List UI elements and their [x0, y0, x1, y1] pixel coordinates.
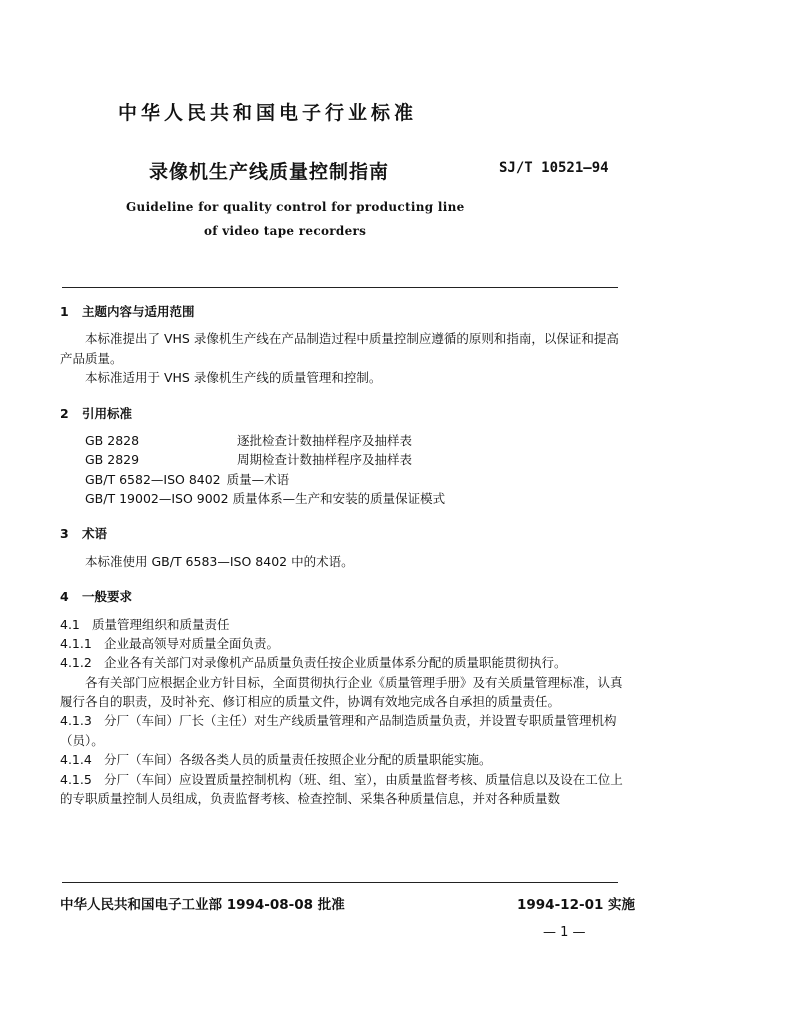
clause-text: 质量管理组织和质量责任 [92, 616, 230, 632]
section-title: 主题内容与适用范围 [82, 304, 195, 319]
clause-number: 4.1.1 [60, 635, 92, 651]
implementation-date: 1994-12-01 实施 [517, 897, 636, 913]
section-1-heading [60, 302, 625, 321]
section-4-heading [60, 587, 625, 606]
section-title: 术语 [82, 526, 108, 542]
header-divider [62, 287, 618, 288]
clause-4-1-4 [60, 750, 625, 769]
clause-4-1-1 [60, 634, 625, 653]
section-title: 一般要求 [82, 589, 133, 605]
clause-text: 企业最高领导对质量全面负责。 [104, 635, 280, 651]
clause-number: 4.1.4 [60, 752, 92, 768]
clause-4-1-5 [60, 770, 625, 809]
clause-text: 分厂（车间）各级各类人员的质量责任按照企业分配的质量职能实施。 [104, 752, 492, 768]
reference-entry [60, 470, 625, 489]
clause-text: 分厂（车间）厂长（主任）对生产线质量管理和产品制造质量负责，并设置专职质量管理机构（员）。 [60, 713, 617, 748]
section-number: 1 [60, 304, 69, 319]
english-title-line2: of video tape recorders [204, 224, 367, 238]
page-number: — 1 — [543, 925, 586, 940]
document-body [60, 302, 625, 808]
paragraph: 本标准提出了 VHS 录像机生产线在产品制造过程中质量控制应遵循的原则和指南，以保证和提高产品质量。 [60, 331, 619, 366]
clause-4-1-3 [60, 711, 625, 750]
standard-code: SJ/T 10521—94 [499, 160, 609, 176]
section-title: 引用标准 [82, 405, 133, 421]
section-number: 2 [60, 405, 69, 421]
clause-number: 4.1.3 [60, 713, 92, 729]
reference-code: GB/T 19002—ISO 9002 [85, 491, 229, 506]
english-title-line1: Guideline for quality control for producting line [126, 200, 465, 214]
clause-text: 企业各有关部门对录像机产品质量负责任按企业质量体系分配的质量职能贯彻执行。 [104, 655, 567, 671]
clause-4-1 [60, 615, 625, 634]
reference-code: GB 2828 [85, 432, 140, 448]
clause-number: 4.1 [60, 616, 80, 632]
section-number: 3 [60, 526, 69, 542]
section-3-heading [60, 524, 625, 543]
reference-title: 周期检查计数抽样程序及抽样表 [237, 452, 413, 468]
reference-entry [60, 431, 625, 450]
reference-title: 质量—术语 [226, 471, 290, 487]
clause-4-1-2 [60, 653, 625, 672]
paragraph: 本标准适用于 VHS 录像机生产线的质量管理和控制。 [85, 370, 382, 386]
approval-line: 中华人民共和国电子工业部 1994-08-08 批准 [60, 897, 345, 913]
clause-number: 4.1.2 [60, 655, 92, 671]
section-2-heading [60, 404, 625, 423]
footer-divider [62, 882, 618, 883]
paragraph: 本标准使用 GB/T 6583—ISO 8402 中的术语。 [85, 553, 354, 569]
clause-text: 分厂（车间）应设置质量控制机构（班、组、室），由质量监督考核、质量信息以及设在工位上的专职质量控制人员组成，负责监督考核、检查控制、采集各种质量信息，并对各种质量数 [60, 771, 623, 806]
clause-number: 4.1.5 [60, 771, 92, 787]
reference-code: GB 2829 [85, 452, 140, 468]
document-title: 录像机生产线质量控制指南 [149, 161, 390, 183]
reference-entry [60, 450, 625, 469]
reference-title: 逐批检查计数抽样程序及抽样表 [237, 432, 413, 448]
reference-code: GB/T 6582—ISO 8402 [85, 471, 221, 487]
reference-title: 质量体系—生产和安装的质量保证模式 [232, 491, 446, 506]
standard-category-title: 中华人民共和国电子行业标准 [118, 102, 418, 124]
paragraph: 各有关部门应根据企业方针目标，全面贯彻执行企业《质量管理手册》及有关质量管理标准，认真履行各自的职责，及时补充、修订相应的质量文件，协调有效地完成各自承担的质量责任。 [60, 674, 623, 709]
section-number: 4 [60, 589, 69, 605]
reference-entry [60, 489, 625, 508]
